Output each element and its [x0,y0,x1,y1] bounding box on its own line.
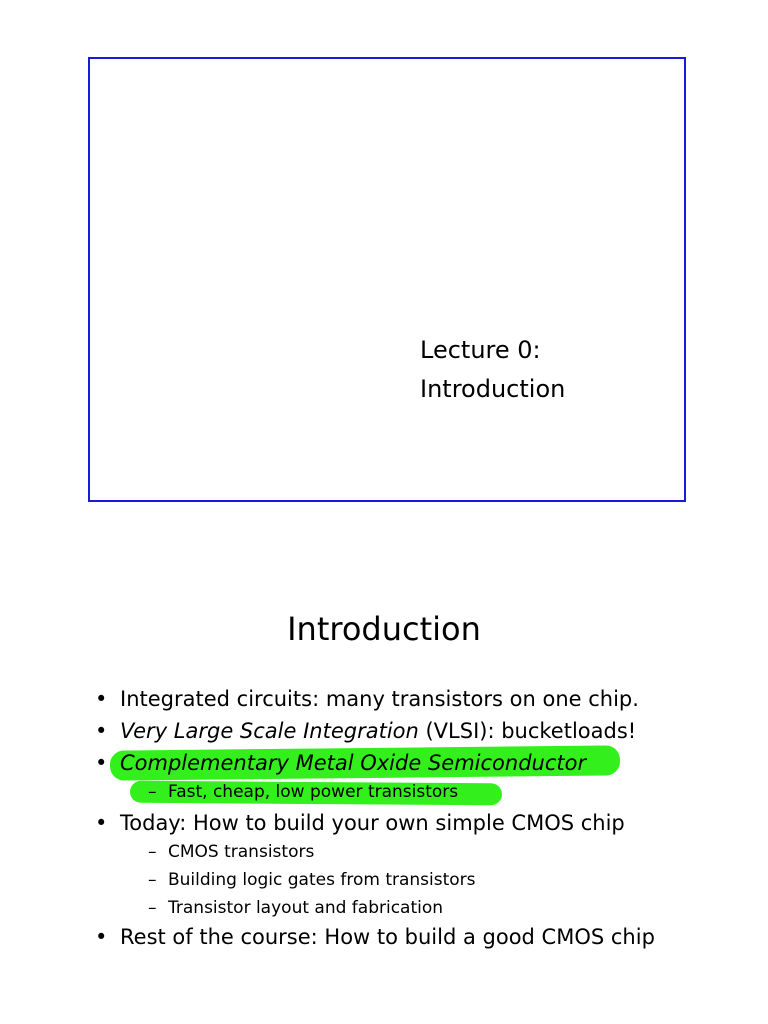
bullet-list [95,682,755,950]
lecture-name: Introduction [420,375,566,403]
sub-bullet-list [148,838,755,922]
bullet-italic-text: Very Large Scale Integration [120,719,419,743]
title-slide [88,57,686,502]
bullet-item: • Rest of the course: How to build a good CMOS chip [95,924,680,950]
lecture-title [420,331,565,409]
sub-bullet-list [148,778,755,806]
lecture-number: Lecture 0: [420,336,541,364]
sub-bullet-item: – Transistor layout and fabrication [148,894,755,922]
bullet-item [95,808,755,922]
bullet-text: (VLSI): bucketloads! [418,719,637,743]
sub-bullet-item: – Fast, cheap, low power transistors [148,778,755,806]
sub-bullet-item: – CMOS transistors [148,838,755,866]
sub-bullet-item: – Building logic gates from transistors [148,866,755,894]
bullet-item: • Integrated circuits: many transistors on one chip. [95,684,755,714]
bullet-item [95,748,755,806]
bullet-item [95,716,755,746]
bullet-text: Today: How to build your own simple CMOS chip [120,811,625,835]
slide-heading: Introduction [287,610,481,648]
highlighted-bullet-text: Complementary Metal Oxide Semiconductor [120,751,587,775]
